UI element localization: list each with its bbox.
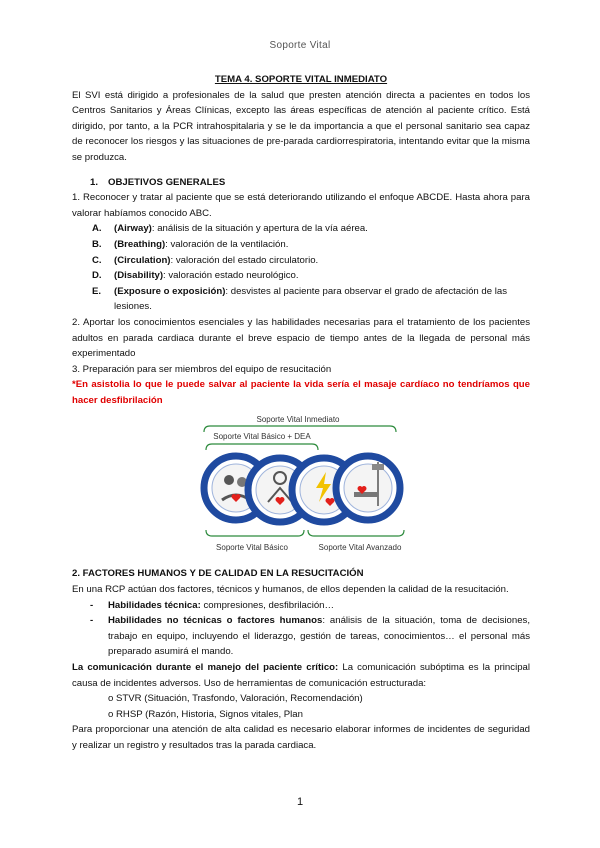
label-immediate-life-support: Soporte Vital Inmediato <box>256 415 340 425</box>
abcde-letter: A. <box>92 223 102 235</box>
abcde-desc: : análisis de la situación y apertura de la vía aérea. <box>151 223 368 235</box>
abcde-item <box>72 221 530 237</box>
factor-text <box>108 613 530 660</box>
communication-desc: La comunicación subóptima es la principal causa de incidentes adversos. Uso de herramientas de comunicación estructurada: <box>72 662 530 689</box>
label-bls-aed: Soporte Vital Básico + DEA <box>213 432 311 442</box>
abcde-desc: : valoración de la ventilación. <box>165 238 289 250</box>
abcde-letter: E. <box>92 285 102 297</box>
abcde-text <box>114 253 318 269</box>
bracket-bls <box>206 530 304 536</box>
asystole-note: *En asistolia lo que le puede salvar al paciente la vida sería el masaje cardíaco no tendríamos que hacer desfibrilación <box>72 379 530 406</box>
chain-link-4 <box>336 456 400 520</box>
abcde-desc: : valoración estado neurológico. <box>163 270 299 282</box>
abcde-term: (Disability) <box>114 270 164 282</box>
section-1-heading <box>72 175 530 191</box>
communication-term: La comunicación durante el manejo del paciente crítico: <box>72 662 339 674</box>
abcde-text <box>114 237 288 253</box>
abcde-desc: : valoración del estado circulatorio. <box>170 254 319 266</box>
abcde-term: (Breathing) <box>114 238 166 250</box>
abcde-text <box>114 284 530 315</box>
factor-text <box>108 598 334 614</box>
document-title: TEMA 4. SOPORTE VITAL INMEDIATO <box>214 74 388 85</box>
abcde-letter: D. <box>92 270 102 282</box>
factor-desc: compresiones, desfibrilación… <box>200 599 335 611</box>
tool-item: o RHSP (Razón, Historia, Signos vitales, Plan <box>108 708 303 720</box>
abcde-text <box>114 268 299 284</box>
dash-bullet: - <box>90 599 94 611</box>
chain-of-survival-diagram <box>72 410 530 562</box>
abcde-item <box>72 253 530 269</box>
label-advanced-life-support: Soporte Vital Avanzado <box>318 543 402 553</box>
objective-3: 3. Preparación para ser miembros del equipo de resucitación <box>72 363 332 375</box>
section-2-heading: 2. FACTORES HUMANOS Y DE CALIDAD EN LA RESUCITACIÓN <box>72 568 364 580</box>
abcde-text <box>114 221 368 237</box>
closing-paragraph: Para proporcionar una atención de alta calidad es necesario elaborar informes de incidentes de seguridad y realizar un registro y resultados tras la parada cardiaca. <box>72 724 530 751</box>
factor-item <box>72 598 530 614</box>
factor-item <box>72 613 530 660</box>
bracket-als <box>308 530 404 536</box>
document-body <box>72 72 530 754</box>
abcde-letter: B. <box>92 238 102 250</box>
abcde-term: (Exposure o exposición) <box>114 285 226 297</box>
bracket-bls-aed <box>206 444 318 450</box>
dash-bullet: - <box>90 615 94 627</box>
factor-term: Habilidades técnica: <box>108 599 201 611</box>
abcde-term: (Circulation) <box>114 254 171 266</box>
factor-desc: : análisis de la situación, toma de decisiones, trabajo en equipo, incluyendo el liderazgo, gestión de tareas, conocimientos… el personal más preparado asumirá el mando. <box>108 615 530 658</box>
factor-term: Habilidades no técnicas o factores humanos <box>108 615 323 627</box>
abcde-desc: : desvistes al paciente para observar el grado de afectación de las lesiones. <box>114 285 508 313</box>
page-header: Soporte Vital <box>269 40 331 51</box>
abcde-letter: C. <box>92 254 102 266</box>
section-2-intro: En una RCP actúan dos factores, técnicos y humanos, de ellos dependen la calidad de la resucitación. <box>72 584 509 596</box>
objective-1: 1. Reconocer y tratar al paciente que se está deteriorando utilizando el enfoque ABCDE. Hasta ahora para valorar habíamos conocido ABC. <box>72 192 530 219</box>
communication-paragraph <box>72 660 530 691</box>
intro-paragraph: El SVI está dirigido a profesionales de la salud que presten atención directa a pacientes en todos los Centros Sanitarios y Áreas Clínicas, excepto las áreas específicas de atención al paciente crítico. Está dirigido, por tanto, a la PCR intrahospitalaria y se le da importancia a que el personal sanitario sea capaz de reconocer los riesgos y las situaciones de pre-parada cardiorrespiratoria, intentando evitar que la misma se produzca. <box>72 89 530 163</box>
page-number: 1 <box>296 796 304 808</box>
abcde-term: (Airway) <box>114 223 152 235</box>
tool-item: o STVR (Situación, Trasfondo, Valoración, Recomendación) <box>108 693 363 705</box>
label-basic-life-support: Soporte Vital Básico <box>216 543 288 553</box>
abcde-item <box>72 237 530 253</box>
section-1-number: 1. <box>90 176 99 188</box>
abcde-item <box>72 284 530 315</box>
section-1-title: OBJETIVOS GENERALES <box>108 176 226 188</box>
chain-of-survival-figure <box>72 410 530 562</box>
objective-2: 2. Aportar los conocimientos esenciales y las habilidades necesarias para el tratamiento de los pacientes adultos en parada cardiaca durante el breve espacio de tiempo antes de la llegada de personal más experimentado <box>72 316 530 360</box>
abcde-item <box>72 268 530 284</box>
